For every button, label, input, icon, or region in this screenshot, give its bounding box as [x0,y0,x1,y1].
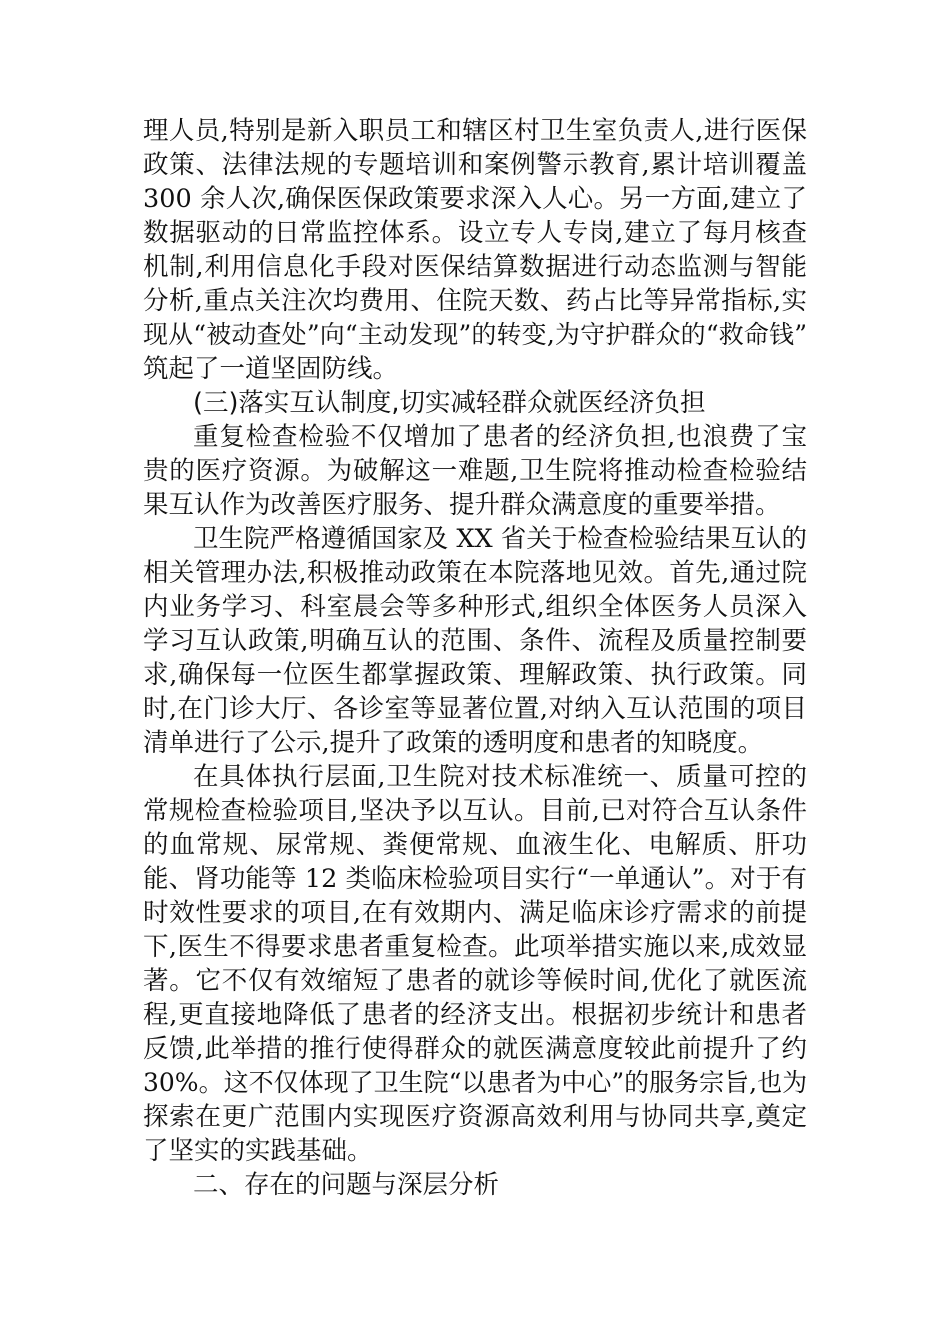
paragraph-line: 卫生院严格遵循国家及 XX 省关于检查检验结果互认的 [193,524,807,554]
paragraph-line: 数据驱动的日常监控体系。设立专人专岗,建立了每月核查 [143,218,807,248]
paragraph-line: 的血常规、尿常规、粪便常规、血液生化、电解质、肝功 [143,830,807,860]
paragraph-line: 清单进行了公示,提升了政策的透明度和患者的知晓度。 [143,728,764,758]
paragraph-line: 学习互认政策,明确互认的范围、条件、流程及质量控制要 [143,626,807,656]
paragraph-line: 现从“被动查处”向“主动发现”的转变,为守护群众的“救命钱” [143,320,807,349]
paragraph-line: 了坚实的实践基础。 [143,1136,373,1166]
subheading: (三)落实互认制度,切实减轻群众就医经济负担 [193,388,706,418]
paragraph-line: 时,在门诊大厅、各诊室等显著位置,对纳入互认范围的项目 [143,694,807,724]
paragraph-line: 探索在更广范围内实现医疗资源高效利用与协同共享,奠定 [143,1102,807,1132]
paragraph-line: 著。它不仅有效缩短了患者的就诊等候时间,优化了就医流 [143,966,807,996]
paragraph-line: 常规检查检验项目,坚决予以互认。目前,已对符合互认条件 [143,796,807,826]
paragraph-line: 反馈,此举措的推行使得群众的就医满意度较此前提升了约 [143,1034,807,1064]
paragraph-line: 在具体执行层面,卫生院对技术标准统一、质量可控的 [193,762,807,792]
paragraph-line: 分析,重点关注次均费用、住院天数、药占比等异常指标,实 [143,286,807,316]
paragraph-line: 重复检查检验不仅增加了患者的经济负担,也浪费了宝 [193,422,807,452]
paragraph-line: 筑起了一道坚固防线。 [143,354,399,384]
paragraph-line: 30%。这不仅体现了卫生院“以患者为中心”的服务宗旨,也为 [143,1068,808,1097]
paragraph-line: 下,医生不得要求患者重复检查。此项举措实施以来,成效显 [143,932,807,962]
paragraph-line: 政策、法律法规的专题培训和案例警示教育,累计培训覆盖 [143,150,807,180]
paragraph-line: 相关管理办法,积极推动政策在本院落地见效。首先,通过院 [143,558,807,588]
paragraph-line: 机制,利用信息化手段对医保结算数据进行动态监测与智能 [143,252,807,282]
paragraph-line: 理人员,特别是新入职员工和辖区村卫生室负责人,进行医保 [143,116,807,146]
paragraph-line: 求,确保每一位医生都掌握政策、理解政策、执行政策。同 [143,660,807,690]
paragraph-line: 贵的医疗资源。为破解这一难题,卫生院将推动检查检验结 [143,456,807,486]
paragraph-line: 程,更直接地降低了患者的经济支出。根据初步统计和患者 [143,1000,807,1030]
section-heading: 二、存在的问题与深层分析 [193,1170,500,1200]
paragraph-line: 内业务学习、科室晨会等多种形式,组织全体医务人员深入 [143,592,807,622]
paragraph-line: 时效性要求的项目,在有效期内、满足临床诊疗需求的前提 [143,898,807,928]
paragraph-line: 果互认作为改善医疗服务、提升群众满意度的重要举措。 [143,490,781,520]
paragraph-line: 能、肾功能等 12 类临床检验项目实行“一单通认”。对于有 [143,864,807,894]
paragraph-line: 300 余人次,确保医保政策要求深入人心。另一方面,建立了 [143,184,807,214]
